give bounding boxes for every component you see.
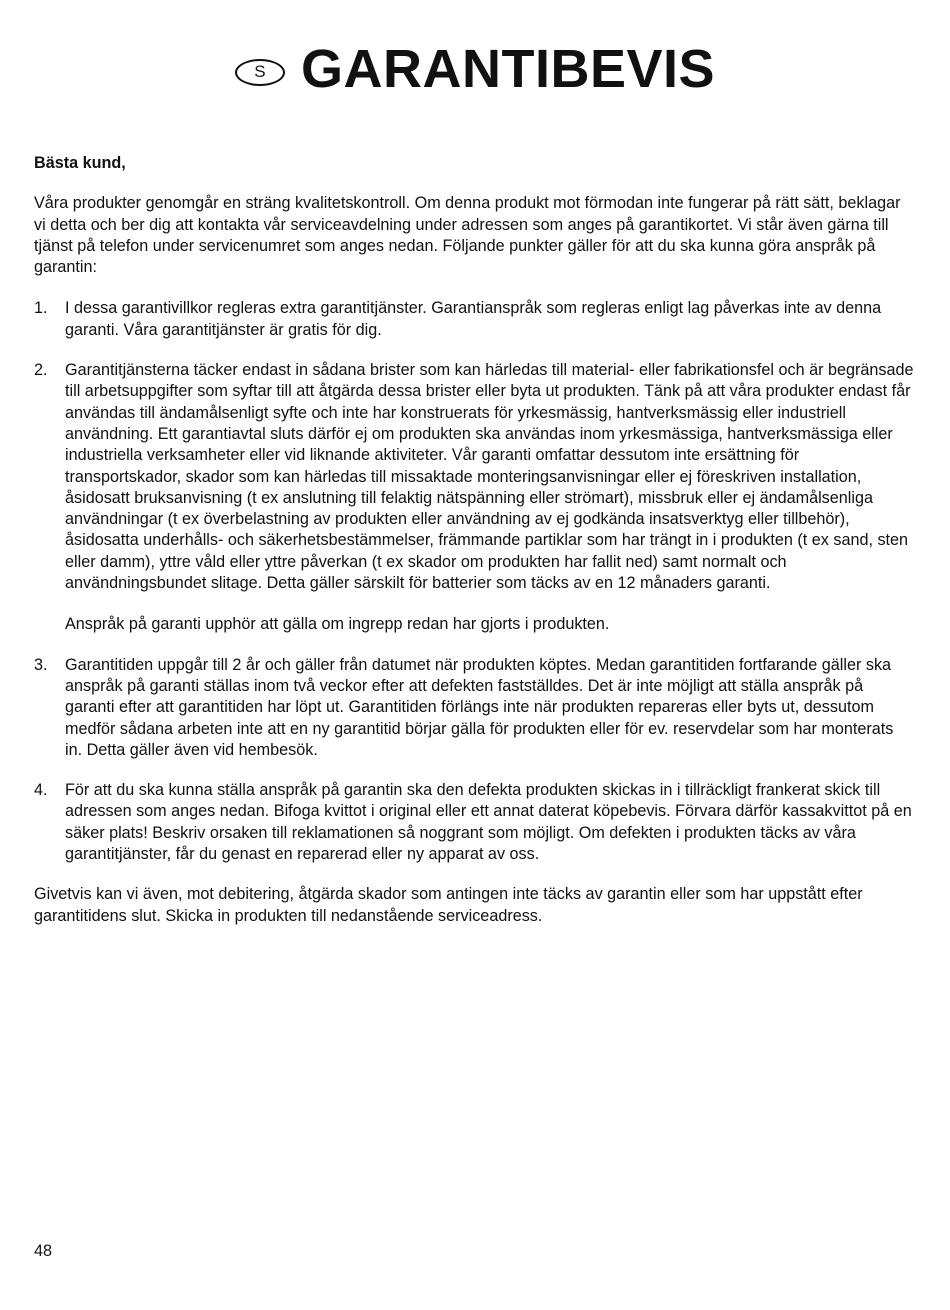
item-text: I dessa garantivillkor regleras extra garantitjänster. Garantianspråk som regleras enligt lag påverkas inte av denna garanti. Våra garantitjänster är gratis för dig. bbox=[65, 299, 882, 339]
salutation: Bästa kund, bbox=[34, 154, 126, 172]
language-badge: S bbox=[235, 59, 285, 86]
intro-paragraph: Våra produkter genomgår en sträng kvalitetskontroll. Om denna produkt mot förmodan inte fungerar på rätt sätt, beklagar vi detta och ber dig att kontakta vår serviceavdelning under adressen som anges på garantikortet. Vi står även gärna till tjänst på telefon under servicenumret som anges nedan. Följande punkter gäller för att du ska kunna göra anspråk på garantin: bbox=[34, 194, 901, 277]
item-text: Garantitjänsterna täcker endast in sådana brister som kan härledas till material- eller fabrikationsfel och är begränsade till arbetsuppgifter som syftar till att åtgärda dessa brister eller byta ut produkten. Tänk på att våra produkter endast får användas till ändamålsenligt syfte och inte har konstruerats för yrkesmässig, hantverksmässig eller industriell användning. Ett garantiavtal sluts därför ej om produkten ska användas inom yrkesmässiga, hantverksmässiga eller industriella verksamheter eller vid liknande aktiviteter. Vår garanti omfattar dessutom inte ersättning för transportskador, skador som kan härledas till missaktade monteringsanvisningar eller ej föreskriven installation, åsidosatt bruksanvisning (t ex anslutning till felaktig nätspänning eller strömart), missbruk eller ej ändamålsenliga användningar (t ex överbelastning av produkten eller användning av ej godkända insatsverktyg eller tillbehör), åsidosatta underhålls- och säkerhetsbestämmelser, främmande partiklar som har trängt in i produkten (t ex sand, sten eller damm), yttre våld eller yttre påverkan (t ex skador om produkten har fallit ned) samt normalt och användningsbundet slitage. Detta gäller särskilt för batterier som täcks av en 12 månaders garanti. bbox=[65, 361, 914, 593]
item-number: 2. bbox=[34, 361, 48, 380]
item-number: 4. bbox=[34, 781, 48, 800]
terms-item-1 bbox=[34, 298, 914, 341]
terms-list bbox=[34, 298, 914, 865]
terms-item-2 bbox=[34, 360, 914, 636]
page-title: GARANTIBEVIS bbox=[300, 39, 716, 99]
page-number: 48 bbox=[34, 1242, 53, 1260]
item-sub-paragraph: Anspråk på garanti upphör att gälla om ingrepp redan har gjorts i produkten. bbox=[65, 615, 610, 634]
closing-paragraph: Givetvis kan vi även, mot debitering, åtgärda skador som antingen inte täcks av garantin eller som har uppstått efter garantitidens slut. Skicka in produkten till nedanstående serviceadress. bbox=[34, 885, 863, 925]
title-row bbox=[0, 38, 950, 100]
item-number: 1. bbox=[34, 299, 48, 318]
item-text: För att du ska kunna ställa anspråk på garantin ska den defekta produkten skickas in i tillräckligt frankerat skick till adressen som anges nedan. Bifoga kvittot i original eller ett annat daterat köpebevis. Förvara därför kassakvittot på en säker plats! Beskriv orsaken till reklamationen så noggrant som möjligt. Om defekten i produkten täcks av våra garantitjänster, får du genast en reparerad eller ny apparat av oss. bbox=[65, 781, 912, 864]
item-text: Garantitiden uppgår till 2 år och gäller från datumet när produkten köptes. Medan garantitiden fortfarande gäller ska anspråk på garanti ställas inom två veckor efter att defekten fastställdes. Det är inte möjligt att ställa anspråk på garanti efter att garantitiden har löpt ut. Garantitiden förlängs inte när produkten repareras eller byts ut, dessutom medför sådana arbeten inte att en ny garantitid börjar gälla för produkten eller för ev. reservdelar som har monterats in. Detta gäller även vid hembesök. bbox=[65, 655, 894, 759]
terms-item-3 bbox=[34, 655, 914, 761]
item-number: 3. bbox=[34, 655, 48, 674]
document-body bbox=[34, 150, 914, 927]
terms-item-4 bbox=[34, 780, 914, 865]
